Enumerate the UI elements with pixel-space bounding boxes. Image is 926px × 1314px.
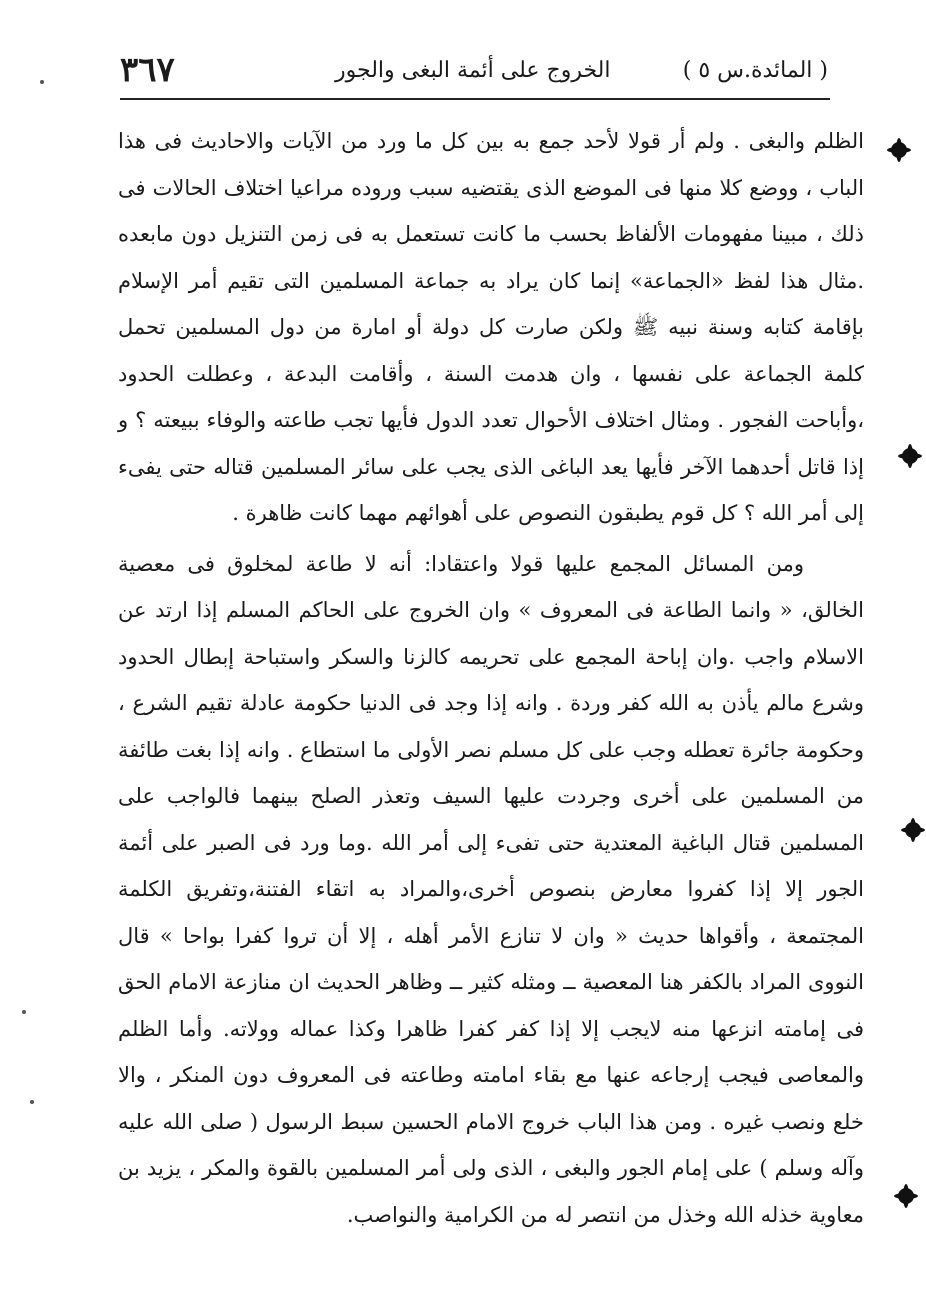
paragraph: ومن المسائل المجمع عليها قولا واعتقادا: أنه لا طاعة لمخلوق فى معصية الخالق، « وانما الطاعة فى المعروف » وان الخروج على الحاكم المسلم إذا ارتد عن الاسلام واجب .وان إباحة المجمع على تحريمه كالزنا والسكر واستباحة إبطال الحدود وشرع مالم يأذن به الله كفر وردة . وانه إذا وجد فى الدنيا حكومة عادلة تقيم الشرع ، وحكومة جائرة تعطله وجب على كل مسلم نصر الأولى ما استطاع . وانه إذا بغت طائفة من المسلمين على أخرى وجردت عليها السيف وتعذر الصلح بينهما فالواجب على المسلمين قتال الباغية المعتدية حتى تفىء إلى أمر الله .وما ورد فى الصبر على أئمة الجور إلا إذا كفروا معارض بنصوص أخرى،والمراد به اتقاء الفتنة،وتفريق الكلمة المجتمعة ، وأقواها حديث « وان لا تنازع الأمر أهله ، إلا أن تروا كفرا بواحا » قال النووى المراد بالكفر هنا المعصية ــ ومثله كثير ــ وظاهر الحديث ان منازعة الامام الحق فى إمامته انزعها منه لايجب إلا إذا كفر كفرا ظاهرا وكذا عماله وولاته. وأما الظلم والمعاصى فيجب إرجاعه عنها مع بقاء امامته وطاعته فى المعروف دون المنكر ، والا خلع ونصب غيره . ومن هذا الباب خروج الامام الحسين سبط الرسول ( صلى الله عليه وآله وسلم ) على إمام الجور والبغى ، الذى ولى أمر المسلمين بالقوة والمكر ، يزيد بن معاوية خذله الله وخذل من انتصر له من الكرامية والنواصب. xyxy=(118,551,864,1227)
scan-speck xyxy=(30,1100,34,1104)
ink-blot-icon xyxy=(905,822,921,838)
scan-speck xyxy=(22,1010,26,1014)
ink-blot-icon xyxy=(898,1188,914,1204)
header-rule xyxy=(120,98,830,100)
paragraph: الظلم والبغى . ولم أر قولا لأحد جمع به بين كل ما ورد من الآيات والاحاديث فى هذا الباب ، ووضع كلا منها فى الموضع الذى يقتضيه سبب وروده مراعيا اختلاف الحالات فى ذلك ، مبينا مفهومات الألفاظ بحسب ما كانت تستعمل به فى زمن التنزيل دون مابعده .مثال هذا لفظ «الجماعة» إنما كان يراد به جماعة المسلمين التى تقيم أمر الإسلام بإقامة كتابه وسنة نبيه ﷺ ولكن صارت كل دولة أو امارة من دول المسلمين تحمل كلمة الجماعة على نفسها ، وان هدمت السنة ، وأقامت البدعة ، وعطلت الحدود ،وأباحت الفجور . ومثال اختلاف الأحوال تعدد الدول فأيها تجب طاعته والوفاء ببيعته ؟ و إذا قاتل أحدهما الآخر فأيها يعد الباغى الذى يجب على سائر المسلمين قتاله حتى يفىء إلى أمر الله ؟ كل قوم يطبقون النصوص على أهوائهم مهما كانت ظاهرة . xyxy=(118,129,864,525)
ink-blot-icon xyxy=(891,142,907,158)
running-header xyxy=(120,50,828,98)
page-number: ٣٦٧ xyxy=(120,50,175,90)
sura-reference: ( المائدة.س ٥ ) xyxy=(682,58,828,83)
scan-speck xyxy=(40,80,44,84)
ink-blot-icon xyxy=(902,448,918,464)
page-body xyxy=(118,118,864,1238)
chapter-title: الخروج على أئمة البغى والجور xyxy=(335,58,611,83)
